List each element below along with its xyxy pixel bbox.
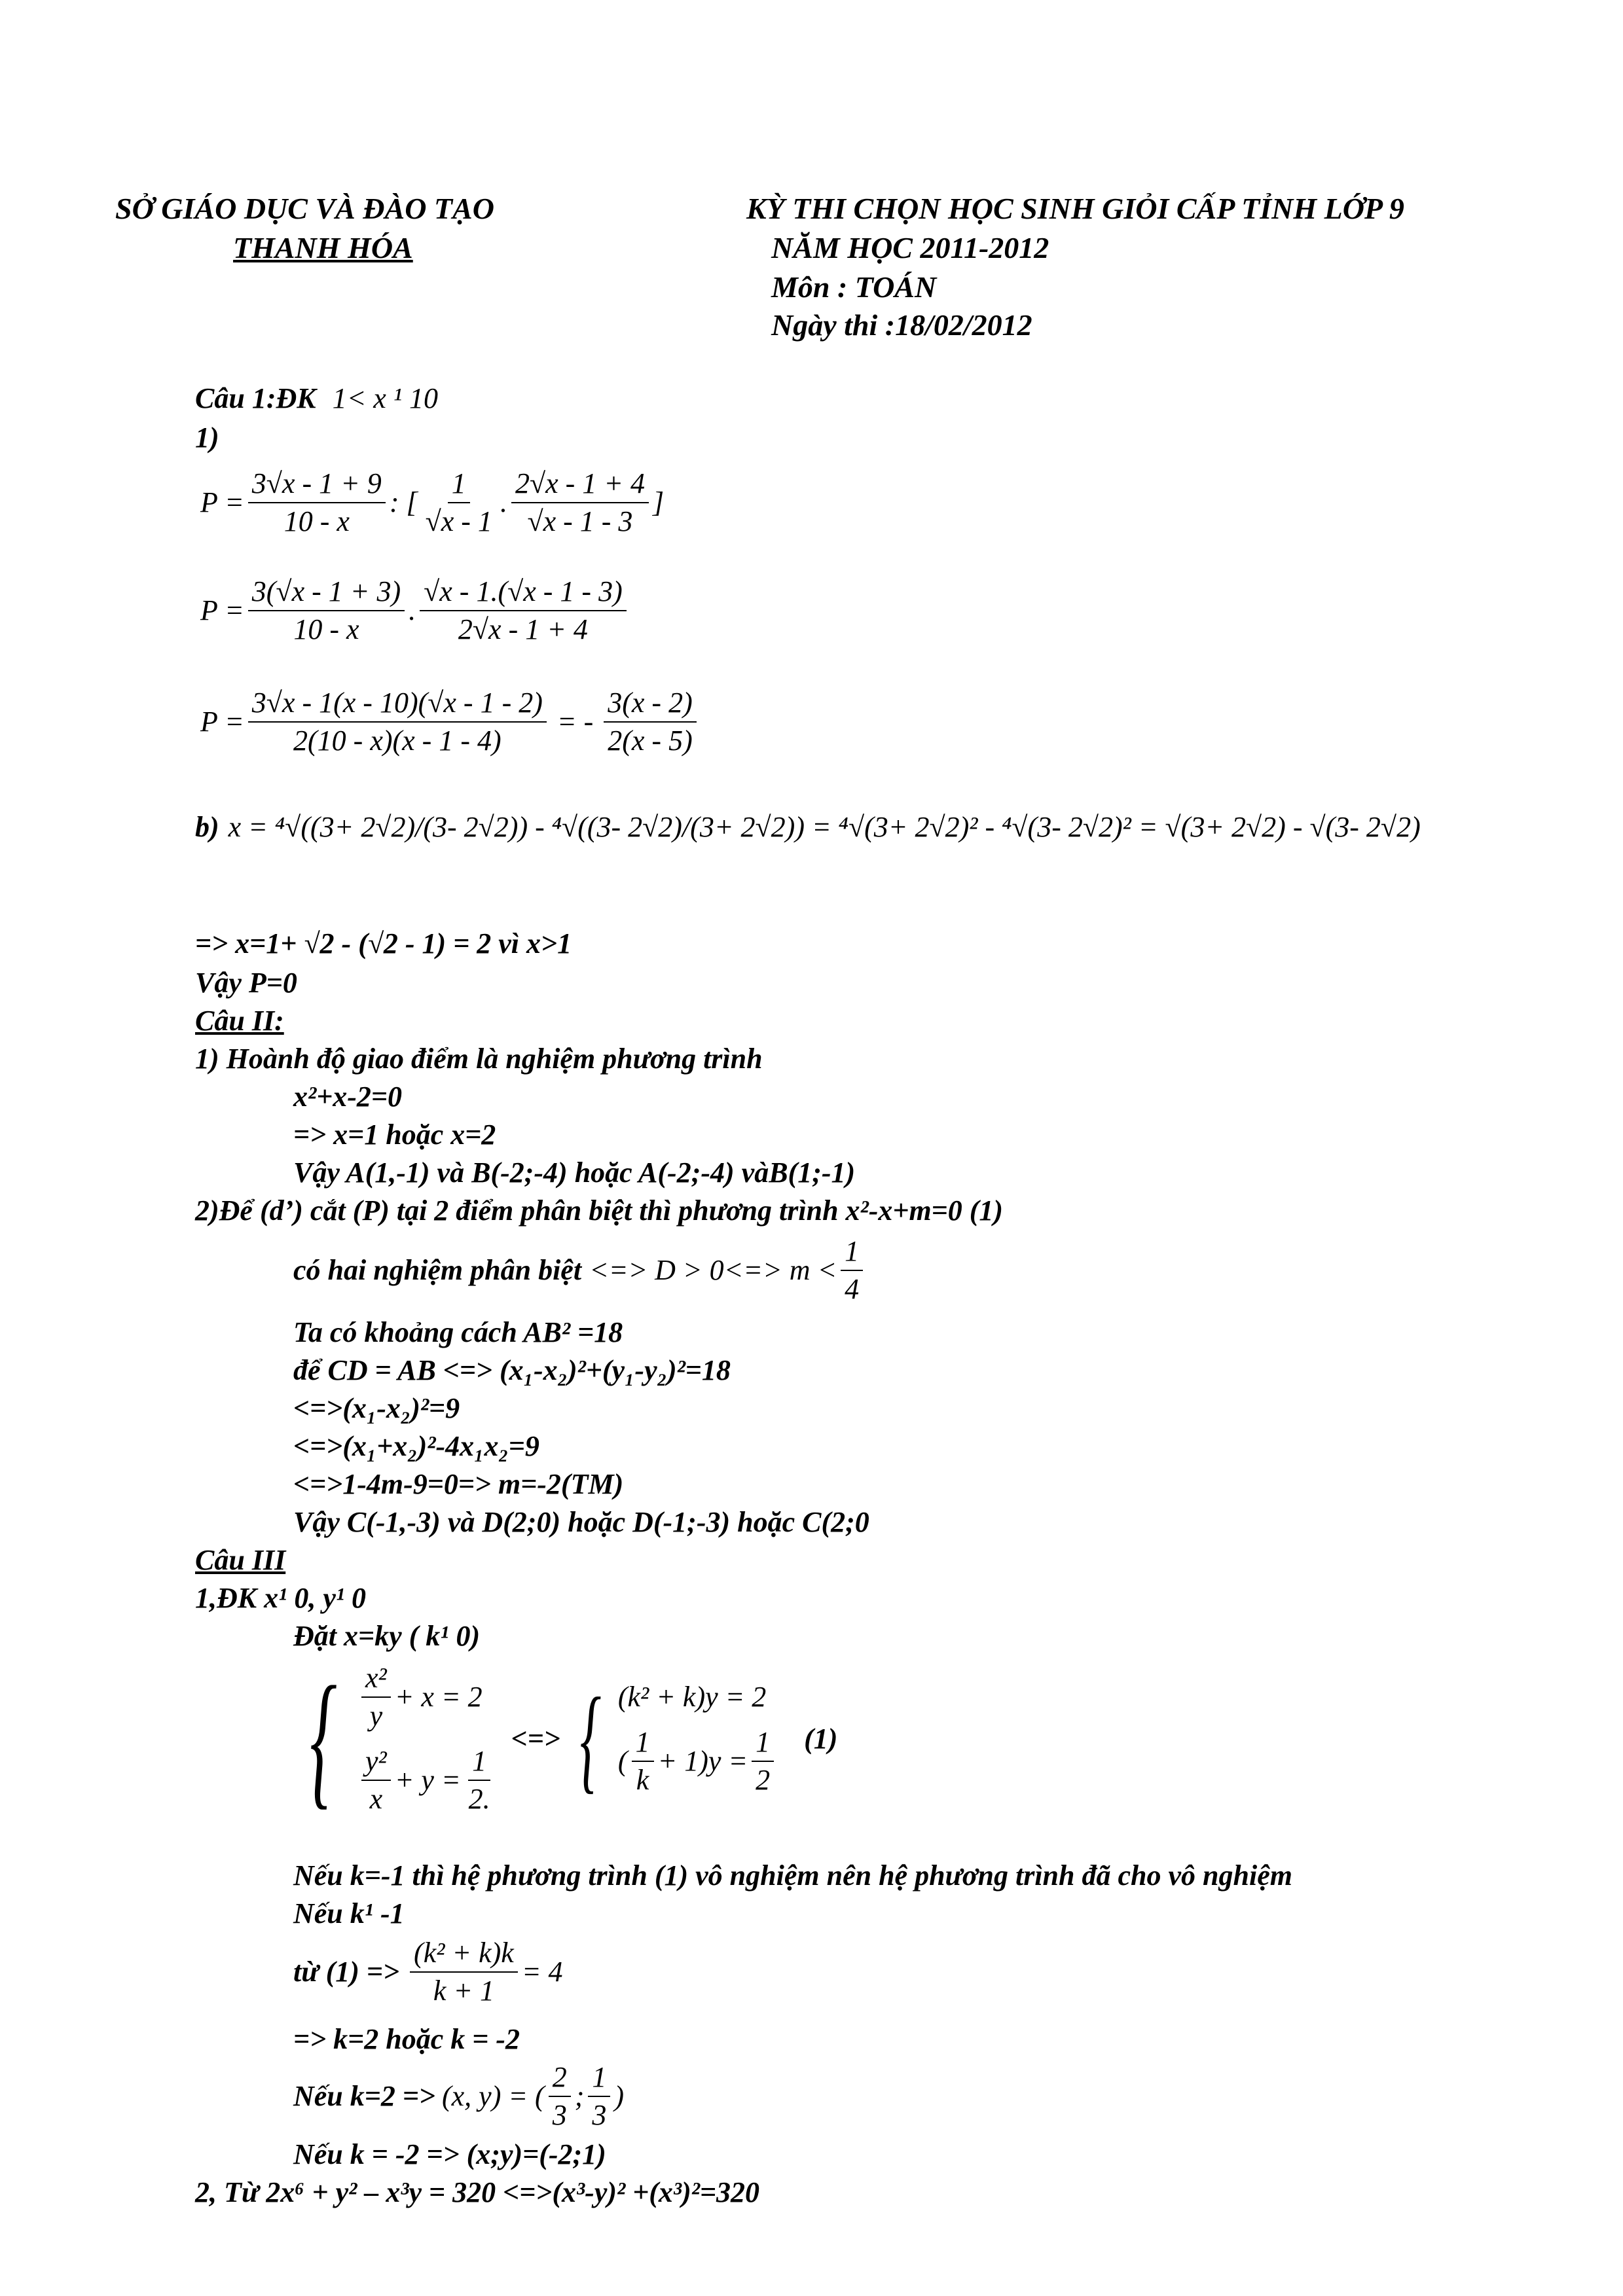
cau3-l7-text: Nếu k=2 => <box>293 2080 435 2113</box>
cau1-heading: Câu 1:ĐK <box>195 382 316 414</box>
cau3-l5-rest: = 4 <box>521 1956 563 1988</box>
sys-b2-rest: + 1)y = <box>657 1744 748 1777</box>
p1-fraction-c <box>511 468 649 538</box>
cau1-heading-line <box>195 383 438 414</box>
p3-fraction-b <box>604 687 697 757</box>
p3-num-a: 3√x - 1(x - 10)(√x - 1 - 2) <box>248 687 547 723</box>
part-b-label: b) <box>195 811 219 843</box>
brace-left: { <box>310 1655 337 1822</box>
cau3-line8: Nếu k = -2 => (x;y)=(-2;1) <box>293 2138 606 2170</box>
cau2-line9: <=>(x₁-x₂)²=9 <box>293 1392 460 1424</box>
cau1-p-line3 <box>200 687 701 757</box>
cau2-line4: Vậy A(1,-1) và B(-2;-4) hoặc A(-2;-4) vàB(1;-1) <box>293 1157 856 1189</box>
system-equiv: <=> <box>511 1722 560 1755</box>
cau1-b-result: => x=1+ √2 - (√2 - 1) = 2 vì x>1 <box>195 927 572 960</box>
p2-num-b: √x - 1.(√x - 1 - 3) <box>420 576 627 611</box>
cau2-line10: <=>(x₁+x₂)²-4x₁x₂=9 <box>293 1430 539 1462</box>
cau3-l7-math: (x, y) = ( <box>442 2080 545 2113</box>
cau3-l5-text: từ (1) => <box>293 1956 400 1988</box>
cau3-line6: => k=2 hoặc k = -2 <box>293 2023 520 2055</box>
cau2-l6-num: 1 <box>841 1236 863 1271</box>
part-b-expression: x = ⁴√((3+ 2√2)/(3- 2√2)) - ⁴√((3- 2√2)/(3+ 2√2)) = ⁴√(3+ 2√2)² - ⁴√(3- 2√2)² = √(3+ 2√2) - √(3- 2√2) <box>228 811 1421 843</box>
cau2-line8: để CD = AB <=> (x₁-x₂)²+(y₁-y₂)²=18 <box>293 1354 731 1386</box>
p1-den-c: √x - 1 - 3 <box>527 505 633 538</box>
p1-mid: : [ <box>389 486 418 519</box>
cau3-heading: Câu III <box>195 1544 286 1576</box>
cau3-l7-n2: 1 <box>588 2062 610 2097</box>
sys-a2-rest: + y = <box>394 1763 461 1796</box>
cau2-l6-text: có hai nghiệm phân biệt <box>293 1254 582 1287</box>
p1-fraction-a <box>248 468 386 538</box>
p-symbol-3: P = <box>200 706 244 738</box>
sys-b2-fden: 2 <box>756 1763 771 1796</box>
cau3-line9: 2, Từ 2x⁶ + y² – x³y = 320 <=>(x³-y)² +(x³)²=320 <box>195 2176 760 2208</box>
p2-fraction-b <box>420 576 627 646</box>
cau3-line7 <box>293 2062 624 2132</box>
system-right-rows <box>618 1681 778 1796</box>
system-eq-b2 <box>618 1727 778 1797</box>
cau1-p-line2: P = $\frac{3(√x - 1 + 3)}{10 - x}$ . $\frac{√x - 1.(√x - 1 - 3)}{2√x - 1 + 4}$ <box>200 576 630 646</box>
sys-a2-num: y² <box>361 1746 391 1781</box>
cau3-l5-num: (k² + k)k <box>410 1937 518 1973</box>
cau1-part1-label: 1) <box>195 422 219 454</box>
p1-num-b: 1 <box>448 468 470 503</box>
sys-a2-fnum: 1 <box>468 1746 490 1781</box>
cau2-line11: <=>1-4m-9=0=> m=-2(TM) <box>293 1468 624 1500</box>
p3-den-b: 2(x - 5) <box>608 725 693 757</box>
p3-eq: = - <box>556 706 594 738</box>
cau2-line2: x²+x-2=0 <box>293 1081 402 1113</box>
p2-den-a: 10 - x <box>293 613 359 646</box>
system-eq-a1 <box>357 1662 498 1732</box>
cau2-l6-den: 4 <box>845 1273 860 1306</box>
cau3-line3: Nếu k=-1 thì hệ phương trình (1) vô nghiệm nên hệ phương trình đã cho vô nghiệm <box>293 1859 1292 1892</box>
cau3-l7-n1: 2 <box>549 2062 571 2097</box>
cau1-p-line1: P = $\frac{3√x - 1 + 9}{10 - x}$ : [ $\frac{1}{√x - 1}$ . $\frac{2√x - 1 + 4}{√x - 1 - 3}$ ] <box>200 467 665 538</box>
sys-b2-fnum: 1 <box>752 1727 774 1762</box>
cau2-line1: 1) Hoành độ giao điểm là nghiệm phương trình <box>195 1043 763 1075</box>
header-exam-title: KỲ THI CHỌN HỌC SINH GIỎI CẤP TỈNH LỚP 9 <box>746 192 1404 225</box>
cau3-line4: Nếu k¹ -1 <box>293 1897 405 1929</box>
cau1-part-b-line <box>195 812 1421 843</box>
header-school-dept: SỞ GIÁO DỤC VÀ ĐÀO TẠO <box>115 192 494 225</box>
cau1-condition: 1< x ¹ 10 <box>332 382 439 414</box>
cau3-line2: Đặt x=ky ( k¹ 0) <box>293 1620 481 1652</box>
cau3-l7-end: ) <box>614 2080 625 2113</box>
sys-b2-den: k <box>636 1763 649 1796</box>
p-symbol-2: P = <box>200 594 244 627</box>
sys-a1-rest: + x = 2 <box>394 1681 483 1713</box>
header-exam-date: Ngày thi :18/02/2012 <box>771 308 1032 342</box>
header-province: THANH HÓA <box>233 231 413 264</box>
brace-right: { <box>579 1673 602 1804</box>
cau2-line6 <box>293 1236 867 1306</box>
cau3-system <box>293 1655 838 1822</box>
system-left-rows <box>357 1662 498 1816</box>
cau2-heading: Câu II: <box>195 1005 284 1037</box>
cau2-l6-math: <=> D > 0<=> m < <box>589 1254 837 1287</box>
cau2-line3: => x=1 hoặc x=2 <box>293 1119 496 1151</box>
system-label: (1) <box>804 1722 838 1755</box>
system-left <box>293 1655 498 1822</box>
cau3-l7-sep: ; <box>574 2080 585 2113</box>
p1-fraction-b <box>422 468 496 538</box>
sys-a1-num: x² <box>361 1662 391 1698</box>
p-symbol: P = <box>200 486 244 519</box>
p1-num-a: 3√x - 1 + 9 <box>248 468 386 503</box>
cau2-l6-fraction <box>841 1236 863 1306</box>
p1-end: ] <box>652 486 665 519</box>
cau3-l5-fraction <box>410 1937 518 2007</box>
p2-num-a: 3(√x - 1 + 3) <box>248 576 405 611</box>
system-eq-a2 <box>357 1746 498 1816</box>
p3-num-b: 3(x - 2) <box>604 687 697 723</box>
cau2-line5: 2)Để (d’) cắt (P) tại 2 điểm phân biệt thì phương trình x²-x+m=0 (1) <box>195 1194 1004 1227</box>
sys-b2-pre: ( <box>617 1744 628 1777</box>
sys-a2-fden: 2. <box>468 1783 490 1816</box>
p2-den-b: 2√x - 1 + 4 <box>458 613 588 646</box>
cau1-conclusion: Vậy P=0 <box>195 967 297 999</box>
cau3-l5-den: k + 1 <box>433 1975 495 2007</box>
cau3-l7-d1: 3 <box>552 2099 567 2132</box>
cau2-line12: Vậy C(-1,-3) và D(2;0) hoặc D(-1;-3) hoặc C(2;0 <box>293 1506 869 1538</box>
p3-fraction-a <box>248 687 547 757</box>
p1-den-a: 10 - x <box>283 505 350 538</box>
cau3-l7-d2: 3 <box>592 2099 607 2132</box>
cau3-line1: 1,ĐK x¹ 0, y¹ 0 <box>195 1582 367 1614</box>
cau3-l7-frac2 <box>588 2062 610 2132</box>
system-right <box>567 1673 778 1804</box>
header-school-year: NĂM HỌC 2011-2012 <box>771 231 1049 264</box>
p2-fraction-a <box>248 576 405 646</box>
p1-num-c: 2√x - 1 + 4 <box>511 468 649 503</box>
sys-a1-den: y <box>369 1700 383 1732</box>
cau3-l7-frac1 <box>549 2062 571 2132</box>
p1-den-b: √x - 1 <box>425 505 492 538</box>
sys-b2-num: 1 <box>632 1727 654 1762</box>
sys-a2-den: x <box>369 1783 383 1816</box>
cau3-line5 <box>293 1937 563 2007</box>
cau2-line7: Ta có khoảng cách AB² =18 <box>293 1316 623 1348</box>
header-subject: Môn : TOÁN <box>771 270 937 304</box>
p3-den-a: 2(10 - x)(x - 1 - 4) <box>293 725 501 757</box>
sys-b1: (k² + k)y = 2 <box>617 1681 767 1713</box>
